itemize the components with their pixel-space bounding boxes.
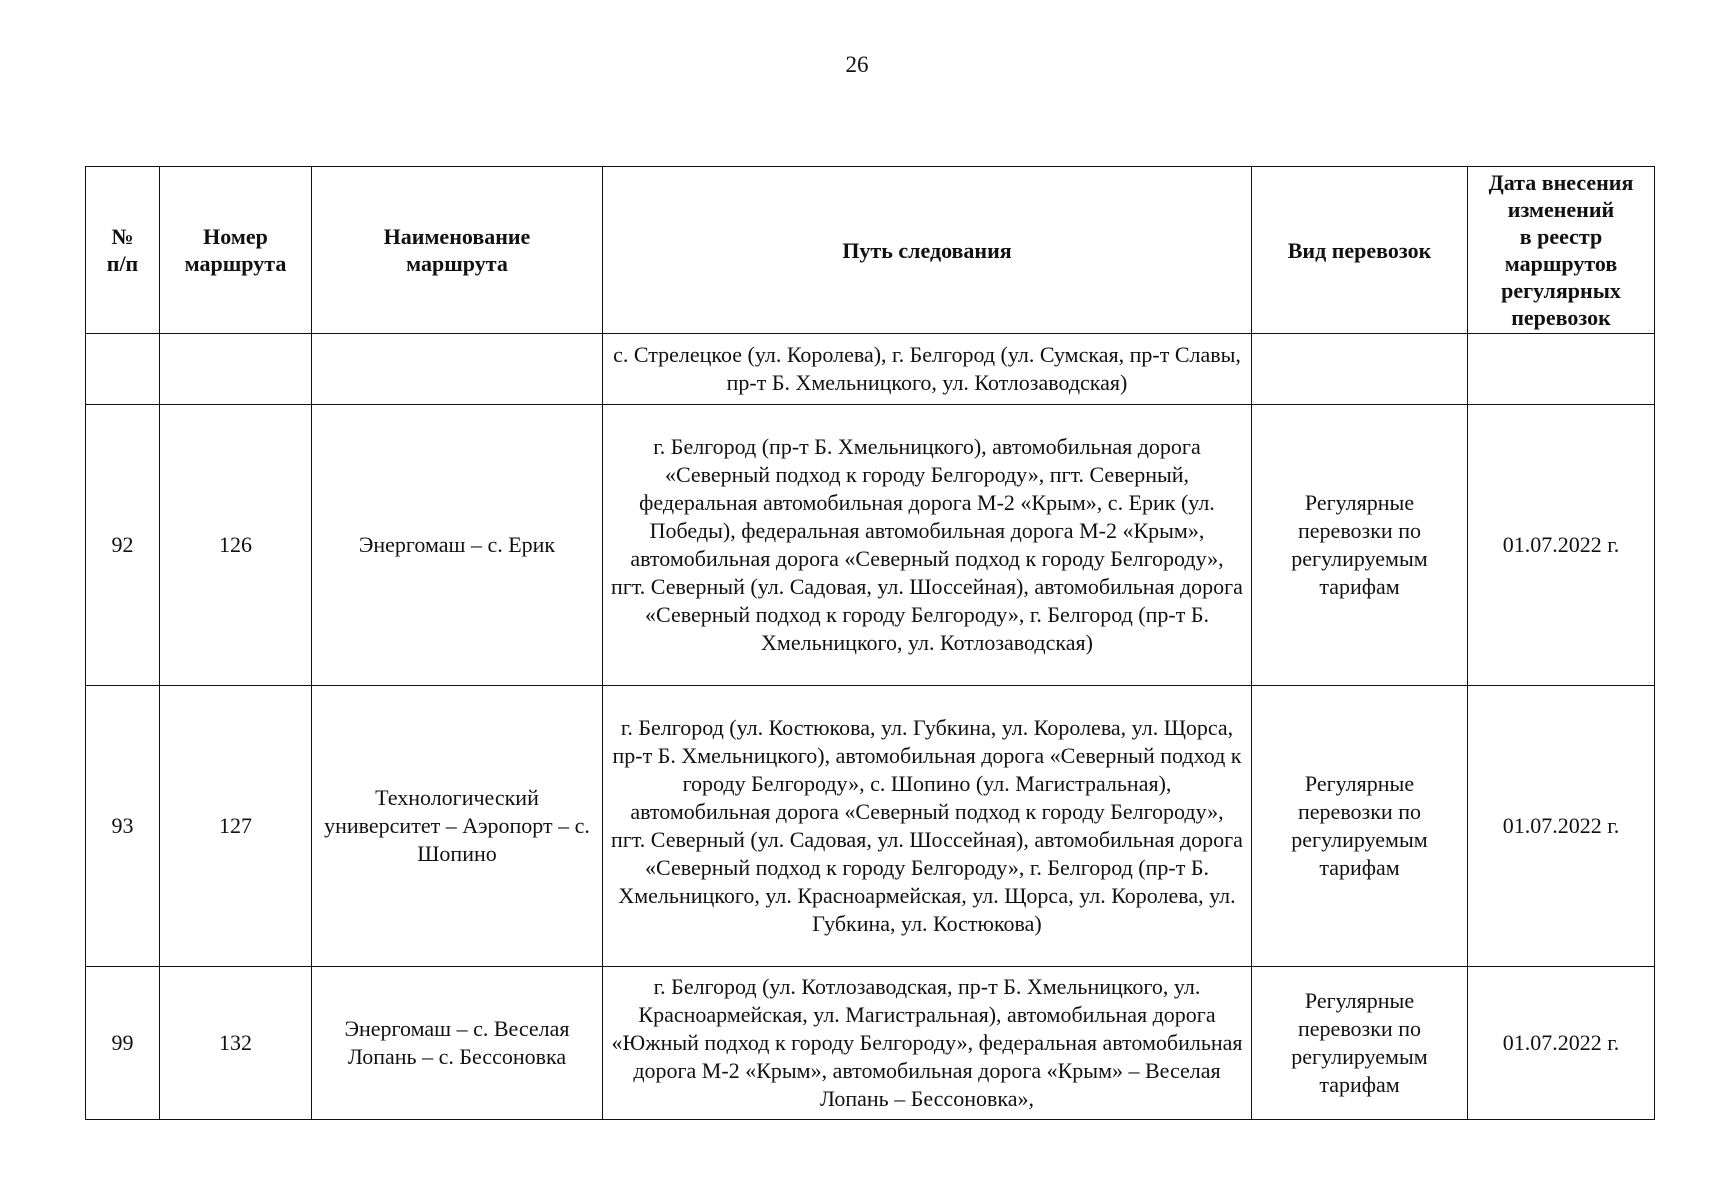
cell-path: г. Белгород (пр-т Б. Хмельницкого), автомобильная дорога «Северный подход к городу Белгороду», пгт. Северный, федеральная автомобильная дорога М-2 «Крым», с. Ерик (ул. Победы), федеральная автомобильная дорога М-2 «Крым», автомобильная дорога «Северный подход к городу Белгороду», пгт. Северный (ул. Садовая, ул. Шоссейная), автомобильная дорога «Северный подход к городу Белгороду», г. Белгород (пр-т Б. Хмельницкого, ул. Котлозаводская)	[603, 405, 1252, 686]
cell-path: г. Белгород (ул. Котлозаводская, пр-т Б. Хмельницкого, ул. Красноармейская, ул. Магистральная), автомобильная дорога «Южный подход к городу Белгороду», федеральная автомобильная дорога М-2 «Крым», автомобильная дорога «Крым» – Веселая Лопань – Бессоновка»,	[603, 967, 1252, 1120]
cell-num	[86, 334, 160, 405]
cell-change-date	[1468, 334, 1655, 405]
cell-num: 93	[86, 686, 160, 967]
cell-route-name: Энергомаш – с. Веселая Лопань – с. Бессоновка	[312, 967, 603, 1120]
page-number: 26	[845, 52, 869, 77]
cell-transport-type: Регулярные перевозки по регулируемым тарифам	[1252, 967, 1468, 1120]
cell-change-date: 01.07.2022 г.	[1468, 405, 1655, 686]
header-num	[86, 167, 160, 334]
header-transport-type-label: Вид перевозок	[1287, 237, 1432, 263]
table-row	[86, 405, 1655, 686]
header-transport-type	[1252, 167, 1468, 334]
header-change-date-label: Дата внесения изменений в реестр маршрутов регулярных перевозок	[1488, 170, 1634, 330]
header-route-name-label: Наименование маршрута	[383, 224, 531, 276]
cell-route-name: Технологический университет – Аэропорт – с. Шопино	[312, 686, 603, 967]
routes-table	[85, 166, 1655, 1120]
table-header-row	[86, 167, 1655, 334]
cell-route-name	[312, 334, 603, 405]
cell-transport-type: Регулярные перевозки по регулируемым тарифам	[1252, 405, 1468, 686]
header-route-number	[160, 167, 312, 334]
table-row	[86, 334, 1655, 405]
table-row	[86, 967, 1655, 1120]
cell-route-name: Энергомаш – с. Ерик	[312, 405, 603, 686]
cell-transport-type	[1252, 334, 1468, 405]
header-change-date	[1468, 167, 1655, 334]
cell-route-number: 132	[160, 967, 312, 1120]
table-row	[86, 686, 1655, 967]
header-num-label: № п/п	[106, 224, 139, 276]
header-route-number-label: Номер маршрута	[184, 224, 287, 276]
cell-route-number	[160, 334, 312, 405]
cell-route-number: 126	[160, 405, 312, 686]
cell-route-number: 127	[160, 686, 312, 967]
cell-num: 99	[86, 967, 160, 1120]
cell-path: г. Белгород (ул. Костюкова, ул. Губкина, ул. Королева, ул. Щорса, пр-т Б. Хмельницкого), автомобильная дорога «Северный подход к городу Белгороду», с. Шопино (ул. Магистральная), автомобильная дорога «Северный подход к городу Белгороду», пгт. Северный (ул. Садовая, ул. Шоссейная), автомобильная дорога «Северный подход к городу Белгороду», г. Белгород (пр-т Б. Хмельницкого, ул. Красноармейская, ул. Щорса, ул. Королева, ул. Губкина, ул. Костюкова)	[603, 686, 1252, 967]
cell-change-date: 01.07.2022 г.	[1468, 967, 1655, 1120]
cell-change-date: 01.07.2022 г.	[1468, 686, 1655, 967]
cell-num: 92	[86, 405, 160, 686]
header-path-label: Путь следования	[842, 237, 1012, 263]
header-route-name	[312, 167, 603, 334]
cell-transport-type: Регулярные перевозки по регулируемым тарифам	[1252, 686, 1468, 967]
cell-path: с. Стрелецкое (ул. Королева), г. Белгород (ул. Сумская, пр-т Славы, пр-т Б. Хмельницкого, ул. Котлозаводская)	[603, 334, 1252, 405]
header-path	[603, 167, 1252, 334]
